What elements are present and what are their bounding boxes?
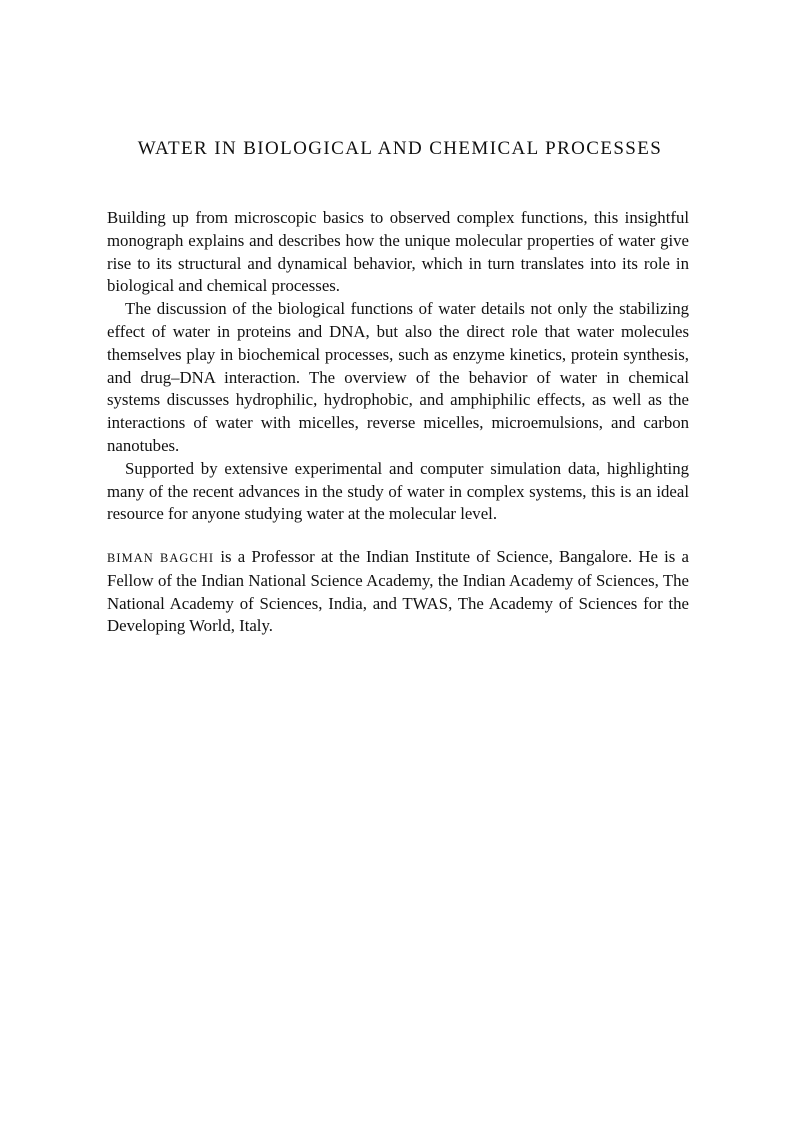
author-name: BIMAN BAGCHI (107, 551, 215, 565)
book-description (107, 207, 689, 526)
author-bio-text: is a Professor at the Indian Institute of Science, Bangalore. He is a Fellow of the Indian National Science Academy, the Indian Academy of Sciences, The National Academy of Sciences, India, and TWAS, The Academy of Sciences for the Developing World, Italy. (107, 547, 689, 636)
description-paragraph-1: Building up from microscopic basics to observed complex functions, this insightful monograph explains and describes how the unique molecular properties of water give rise to its structural and dynamical behavior, which in turn translates into its role in biological and chemical processes. (107, 208, 689, 296)
description-paragraph-3: Supported by extensive experimental and computer simulation data, highlighting many of the recent advances in the study of water in complex systems, this is an ideal resource for anyone studying water at the molecular level. (107, 458, 689, 524)
description-paragraph-2: The discussion of the biological functions of water details not only the stabilizing effect of water in proteins and DNA, but also the direct role that water molecules themselves play in biochemical processes, such as enzyme kinetics, protein synthesis, and drug–DNA interaction. The overview of the behavior of water in chemical systems discusses hydrophilic, hydrophobic, and amphiphilic effects, as well as the interactions of water with micelles, reverse micelles, microemulsions, and carbon nanotubes. (107, 299, 689, 455)
book-title: WATER IN BIOLOGICAL AND CHEMICAL PROCESSES (137, 138, 663, 159)
author-bio (107, 546, 689, 638)
